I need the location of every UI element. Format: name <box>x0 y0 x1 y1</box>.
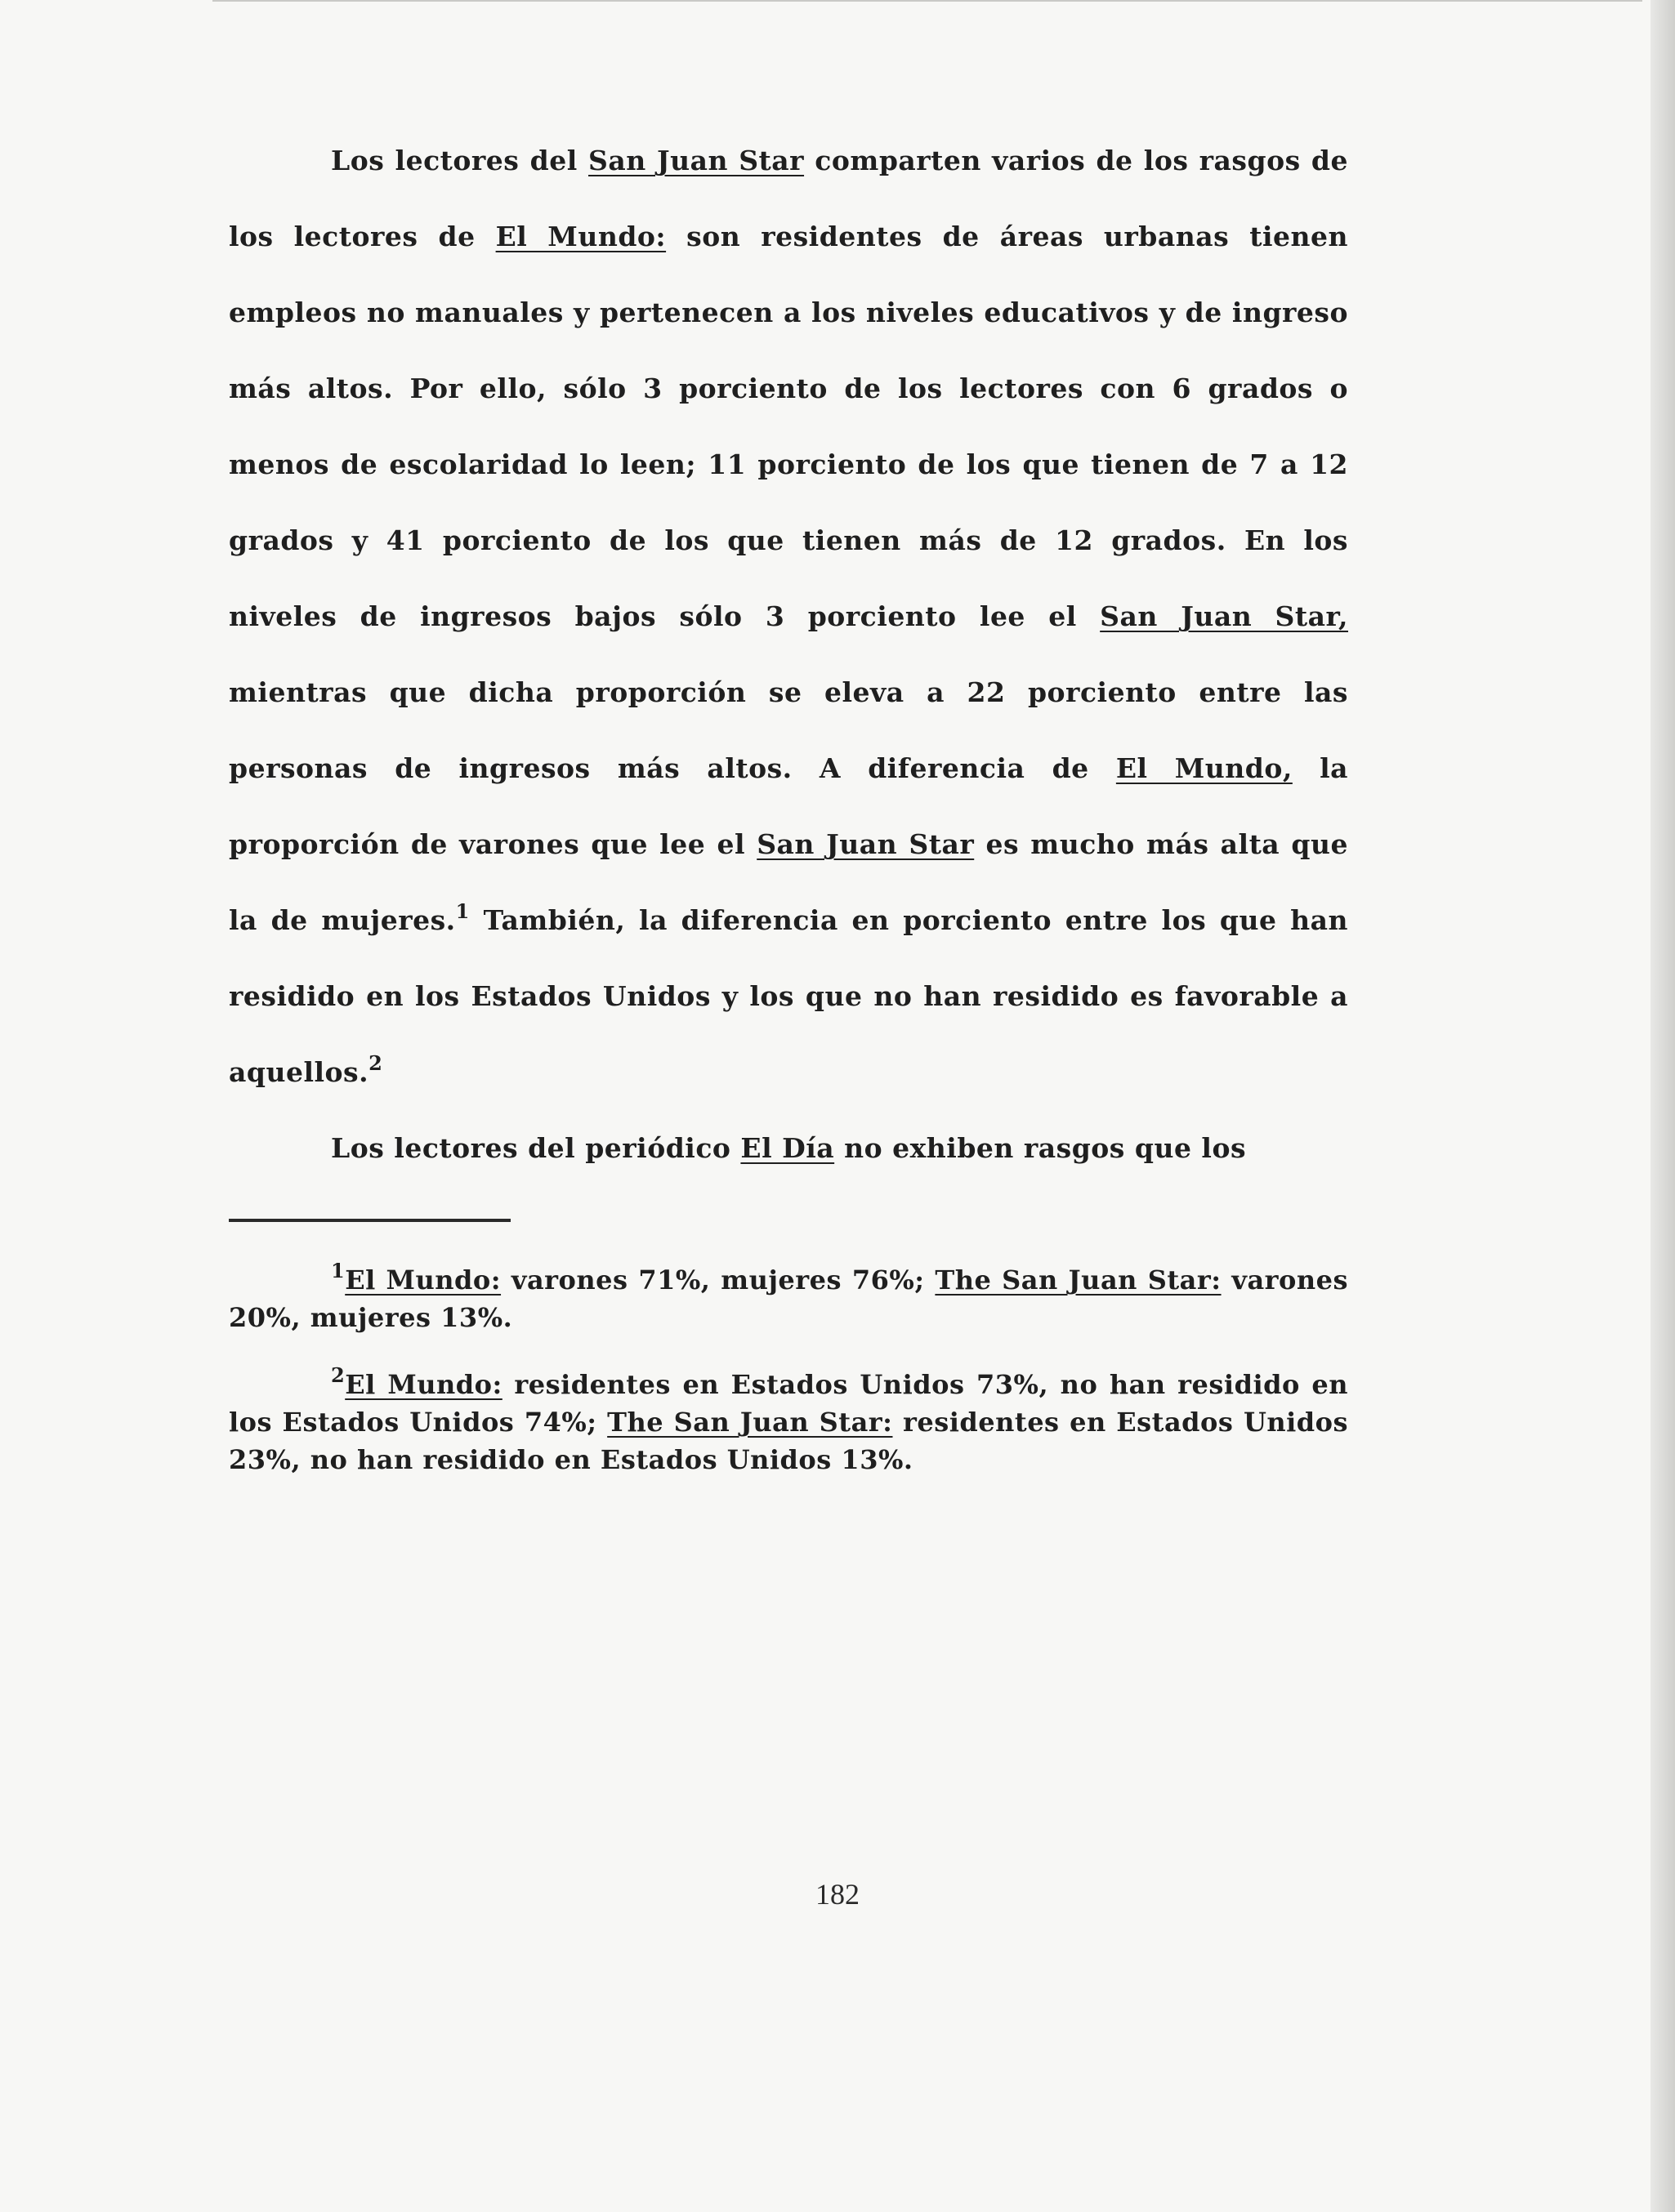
newspaper-title-san-juan-star: San Juan Star <box>588 145 805 176</box>
text-span: son residentes de áreas urbanas tienen empleos no manuales y pertenecen a los niveles educativos y de ingreso más altos. Por ello, sólo 3 porciento de los lectores con 6 grados o menos de escolaridad lo leen; 11 porciento de los que tienen de 7 a 12 grados y 41 porciento de los que tienen más de 12 grados. En los niveles de ingresos bajos sólo 3 porciento lee el <box>229 221 1348 632</box>
newspaper-title-el-mundo: El Mundo: <box>345 1264 502 1296</box>
text-span: varones 20%, mujeres 13%. <box>229 1264 1349 1333</box>
page-content <box>229 123 1348 1508</box>
text-span: no exhiben rasgos que los <box>834 1132 1247 1164</box>
footnote-separator <box>229 1219 511 1222</box>
newspaper-title-the-san-juan-star: The San Juan Star: <box>935 1264 1222 1296</box>
footnote-1 <box>229 1261 1348 1336</box>
newspaper-title-el-mundo: El Mundo: <box>495 221 667 252</box>
footnote-marker-1: 1 <box>331 1259 346 1282</box>
paragraph-1 <box>229 123 1348 1110</box>
text-span: varones 71%, mujeres 76%; <box>501 1264 936 1296</box>
page-number: 182 <box>815 1878 860 1911</box>
footnote-reference-2: 2 <box>368 1051 383 1075</box>
newspaper-title-san-juan-star: San Juan Star, <box>1100 600 1348 632</box>
text-span: comparten varios de los rasgos de los lectores de <box>229 145 1348 252</box>
newspaper-title-el-dia: El Día <box>740 1132 835 1164</box>
footnote-2 <box>229 1363 1349 1478</box>
newspaper-title-el-mundo: El Mundo, <box>1115 752 1293 784</box>
newspaper-title-el-mundo: El Mundo: <box>345 1369 502 1400</box>
text-span: residentes en Estados Unidos 73%, no han residido en los Estados Unidos 74%; <box>229 1369 1349 1438</box>
scan-top-edge-line <box>212 0 1642 2</box>
text-span: la proporción de varones que lee el <box>229 752 1348 860</box>
text-span: También, la diferencia en porciento entre los que han residido en los Estados Unidos y los que no han residido es favorable a aquellos. <box>229 904 1348 1088</box>
newspaper-title-san-juan-star: San Juan Star <box>757 828 975 860</box>
paragraph-2 <box>229 1110 1348 1186</box>
footnote-marker-2: 2 <box>331 1363 346 1387</box>
text-span: Los lectores del <box>331 145 588 176</box>
footnote-reference-1: 1 <box>455 899 470 923</box>
text-span: es mucho más alta que la de mujeres. <box>229 828 1348 936</box>
newspaper-title-the-san-juan-star: The San Juan Star: <box>607 1407 893 1438</box>
text-span: residentes en Estados Unidos 23%, no han residido en Estados Unidos 13%. <box>229 1407 1349 1475</box>
text-span: mientras que dicha proporción se eleva a 22 porciento entre las personas de ingresos más altos. A diferencia de <box>229 676 1348 784</box>
text-span: Los lectores del periódico <box>331 1132 741 1164</box>
footnotes <box>229 1261 1348 1478</box>
